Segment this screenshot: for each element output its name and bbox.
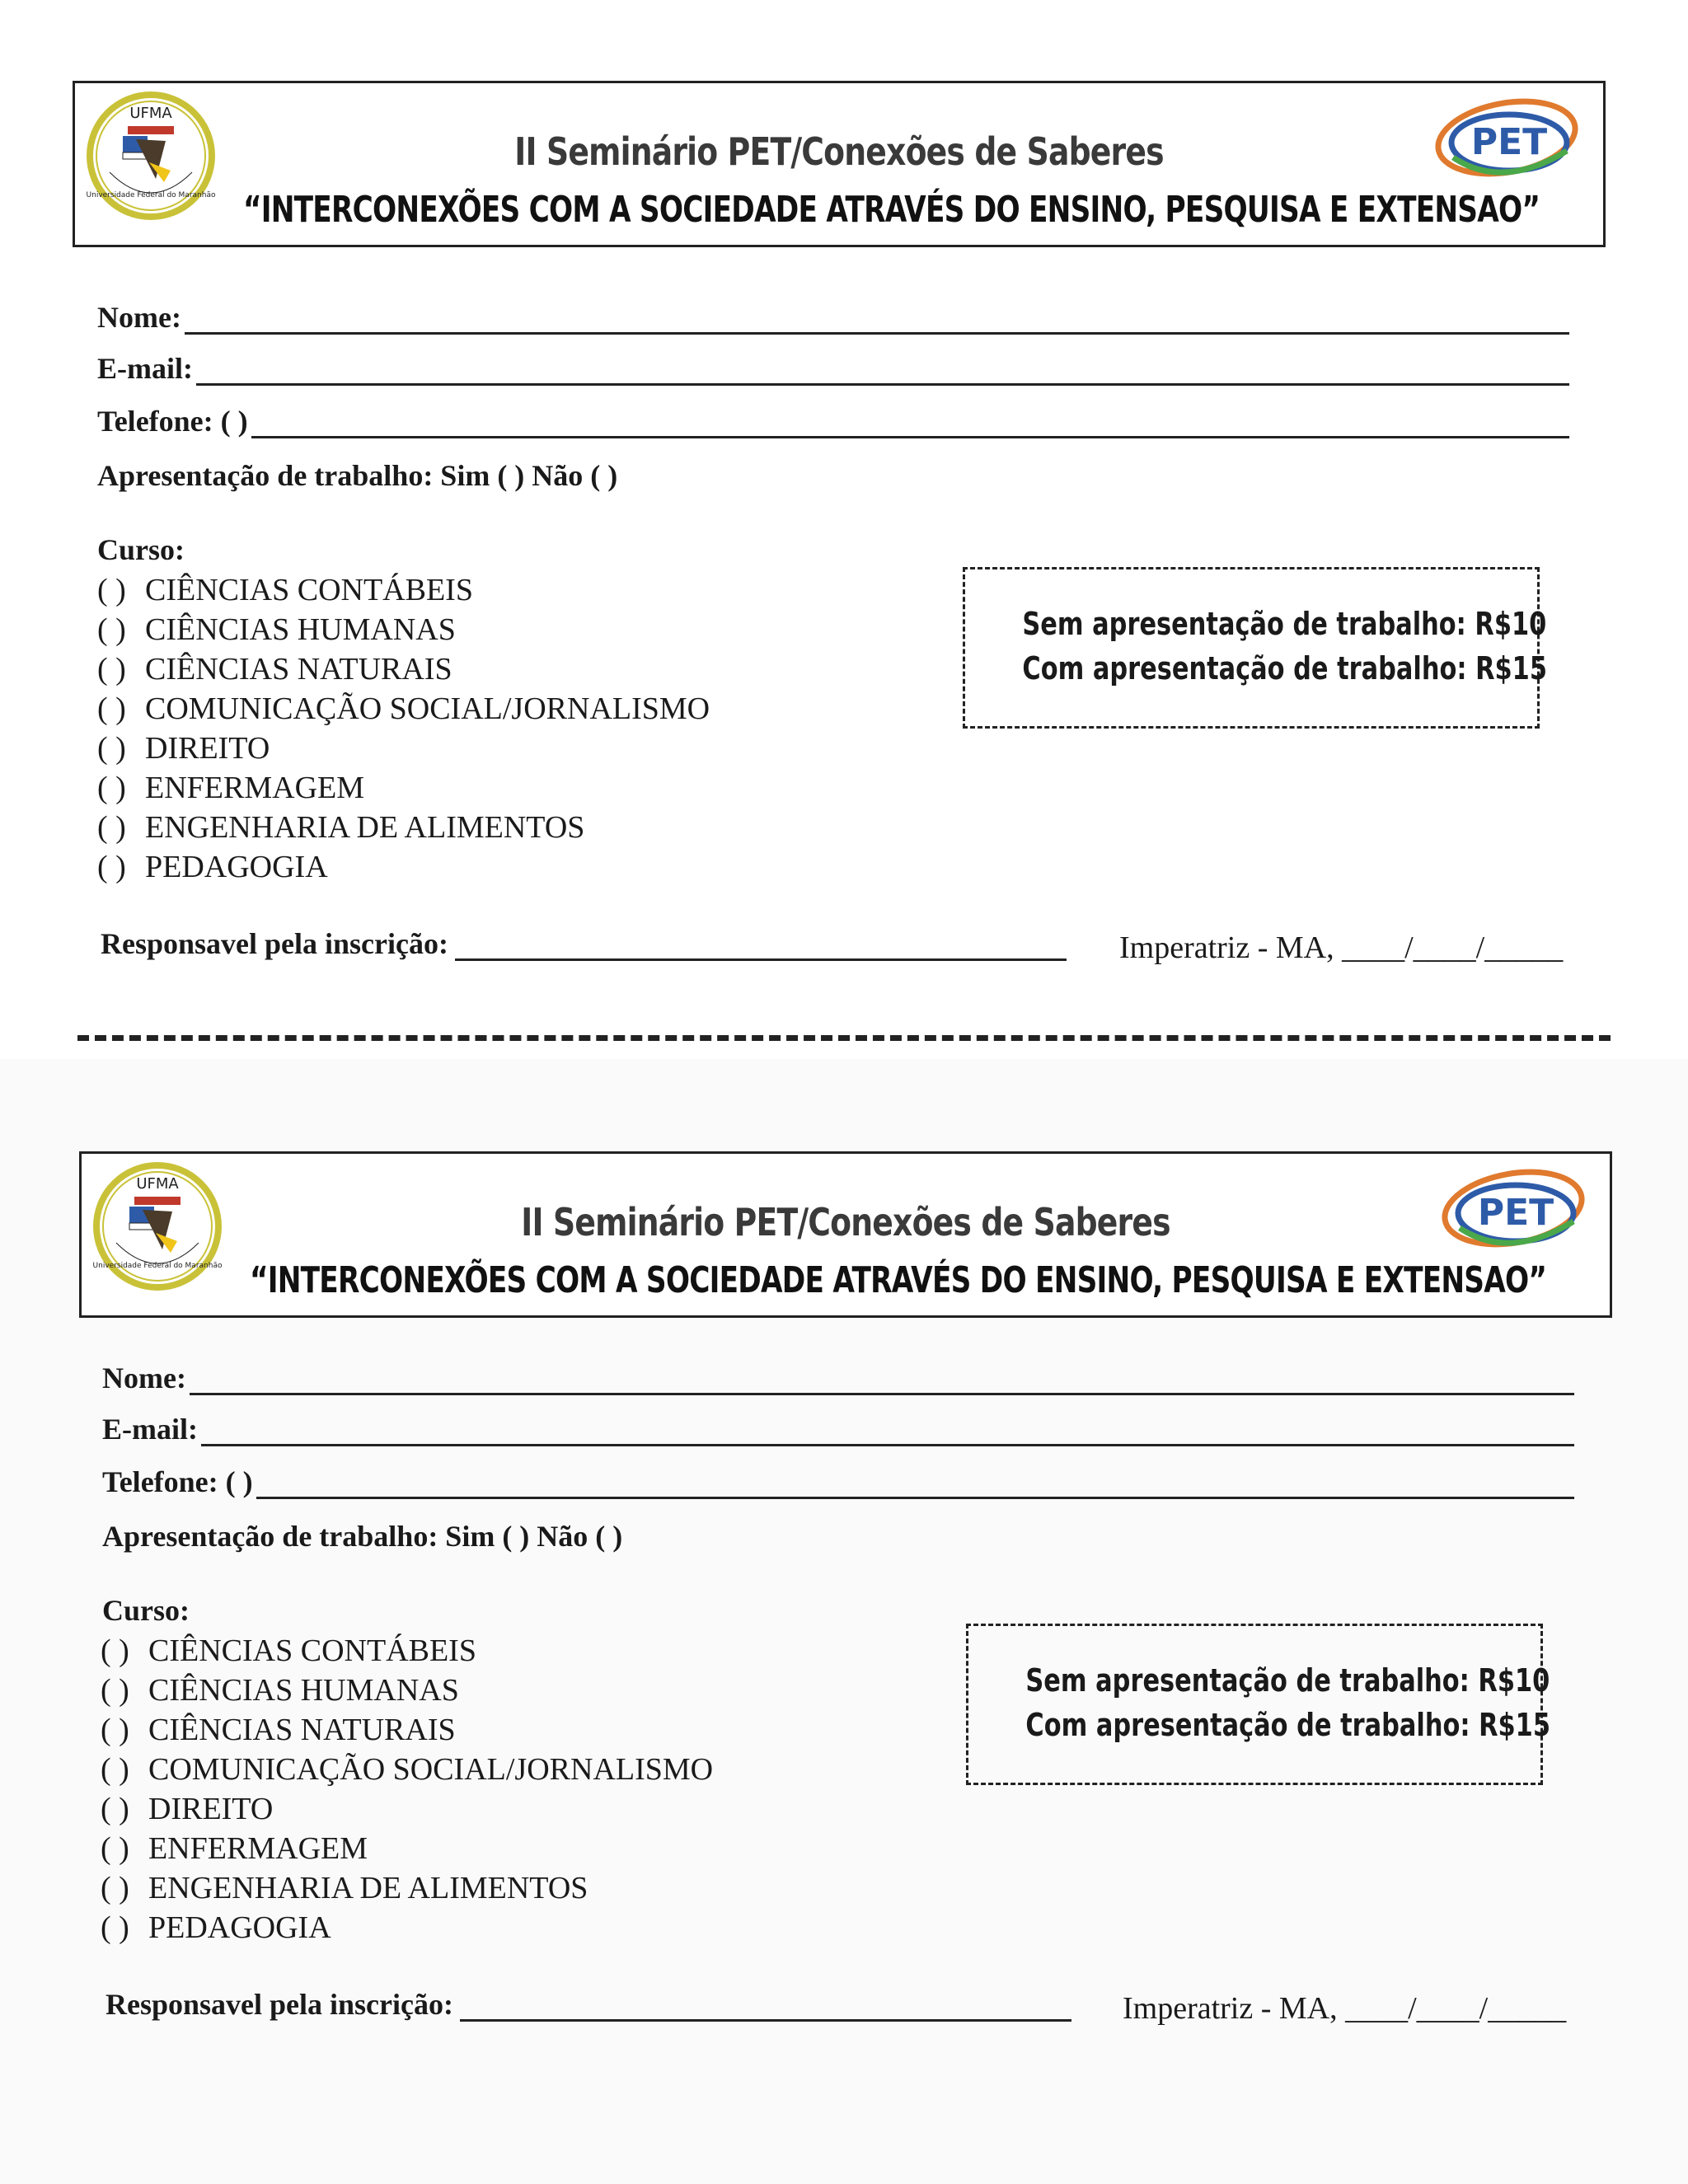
course-option[interactable]: ( ) DIREITO [101, 1792, 274, 1826]
phone-label: Telefone: ( ) [97, 405, 248, 438]
place-date[interactable]: Imperatriz - MA, ____/____/_____ [1123, 1991, 1567, 2026]
ufma-logo-text: UFMA [136, 1175, 179, 1193]
course-option[interactable]: ( ) PEDAGOGIA [101, 1910, 331, 1945]
name-field[interactable] [97, 300, 1569, 335]
course-option[interactable]: ( ) CIÊNCIAS NATURAIS [97, 652, 452, 687]
phone-field[interactable] [97, 404, 1569, 438]
course-option[interactable]: ( ) DIREITO [97, 731, 270, 766]
responsible-label: Responsavel pela inscrição: [101, 927, 448, 960]
event-subtitle: “INTERCONEXÕES COM A SOCIEDADE ATRAVÉS DO ENSINO, PESQUISA E EXTENSAO” [249, 1259, 1547, 1301]
responsible-field[interactable] [101, 926, 1067, 961]
course-option[interactable]: ( ) COMUNICAÇÃO SOCIAL/JORNALISMO [101, 1752, 714, 1787]
phone-label: Telefone: ( ) [102, 1465, 253, 1498]
pet-logo-text: PET [1477, 1192, 1554, 1234]
price-without-presentation: Sem apresentação de trabalho: R$10 [1025, 1662, 1550, 1699]
name-input-line[interactable] [190, 1372, 1574, 1395]
price-with-presentation: Com apresentação de trabalho: R$15 [1025, 1707, 1550, 1743]
event-title: II Seminário PET/Conexões de Saberes [521, 1200, 1170, 1244]
price-with-presentation: Com apresentação de trabalho: R$15 [1022, 650, 1547, 687]
pet-logo-text: PET [1470, 121, 1548, 163]
ufma-logo-ring-text: Universidade Federal do Maranhão [86, 191, 216, 199]
pet-logo [1427, 1154, 1600, 1269]
email-field[interactable] [102, 1412, 1574, 1446]
course-option[interactable]: ( ) CIÊNCIAS CONTÁBEIS [101, 1633, 476, 1668]
registration-form-participant-copy [0, 1059, 1688, 2184]
event-subtitle: “INTERCONEXÕES COM A SOCIEDADE ATRAVÉS DO ENSINO, PESQUISA E EXTENSAO” [242, 189, 1540, 231]
pet-logo [1420, 83, 1593, 199]
ufma-logo [85, 90, 217, 222]
course-option[interactable]: ( ) CIÊNCIAS CONTÁBEIS [97, 573, 473, 607]
course-option[interactable]: ( ) PEDAGOGIA [97, 850, 328, 884]
course-list [97, 570, 710, 887]
course-option[interactable]: ( ) ENFERMAGEM [101, 1831, 368, 1866]
email-label: E-mail: [102, 1413, 198, 1446]
registration-form-organizer-copy [0, 0, 1688, 1022]
event-title: II Seminário PET/Conexões de Saberes [514, 129, 1164, 174]
price-without-presentation: Sem apresentação de trabalho: R$10 [1022, 606, 1547, 642]
phone-input-line[interactable] [251, 415, 1569, 438]
phone-input-line[interactable] [256, 1476, 1574, 1499]
responsible-label: Responsavel pela inscrição: [106, 1988, 453, 2021]
course-option[interactable]: ( ) ENFERMAGEM [97, 771, 365, 805]
name-input-line[interactable] [185, 312, 1569, 335]
form-header [79, 1151, 1612, 1318]
ufma-logo-ring-text: Universidade Federal do Maranhão [92, 1262, 223, 1270]
phone-field[interactable] [102, 1465, 1574, 1499]
course-title: Curso: [97, 533, 185, 566]
course-option[interactable]: ( ) CIÊNCIAS NATURAIS [101, 1713, 456, 1747]
email-input-line[interactable] [201, 1423, 1574, 1446]
form-header [73, 81, 1606, 247]
ufma-logo [91, 1160, 223, 1292]
responsible-input-line[interactable] [460, 2000, 1071, 2022]
course-list [101, 1631, 713, 1947]
responsible-field[interactable] [106, 1987, 1071, 2022]
course-option[interactable]: ( ) ENGENHARIA DE ALIMENTOS [97, 810, 585, 845]
cut-separator [77, 1035, 1611, 1041]
email-field[interactable] [97, 351, 1569, 386]
course-option[interactable]: ( ) CIÊNCIAS HUMANAS [97, 612, 456, 647]
name-label: Nome: [97, 301, 181, 334]
ufma-logo-text: UFMA [129, 105, 172, 122]
presentation-choice[interactable]: Apresentação de trabalho: Sim ( ) Não ( ) [97, 459, 618, 492]
course-option[interactable]: ( ) COMUNICAÇÃO SOCIAL/JORNALISMO [97, 691, 710, 726]
course-option[interactable]: ( ) ENGENHARIA DE ALIMENTOS [101, 1871, 588, 1905]
name-label: Nome: [102, 1361, 186, 1394]
presentation-choice[interactable]: Apresentação de trabalho: Sim ( ) Não ( ) [102, 1520, 623, 1553]
price-box [963, 567, 1547, 729]
responsible-input-line[interactable] [455, 940, 1067, 961]
email-label: E-mail: [97, 352, 193, 385]
course-option[interactable]: ( ) CIÊNCIAS HUMANAS [101, 1673, 459, 1708]
course-title: Curso: [102, 1594, 190, 1627]
name-field[interactable] [102, 1361, 1574, 1395]
price-box [966, 1624, 1550, 1785]
place-date[interactable]: Imperatriz - MA, ____/____/_____ [1119, 930, 1564, 965]
email-input-line[interactable] [196, 363, 1569, 386]
